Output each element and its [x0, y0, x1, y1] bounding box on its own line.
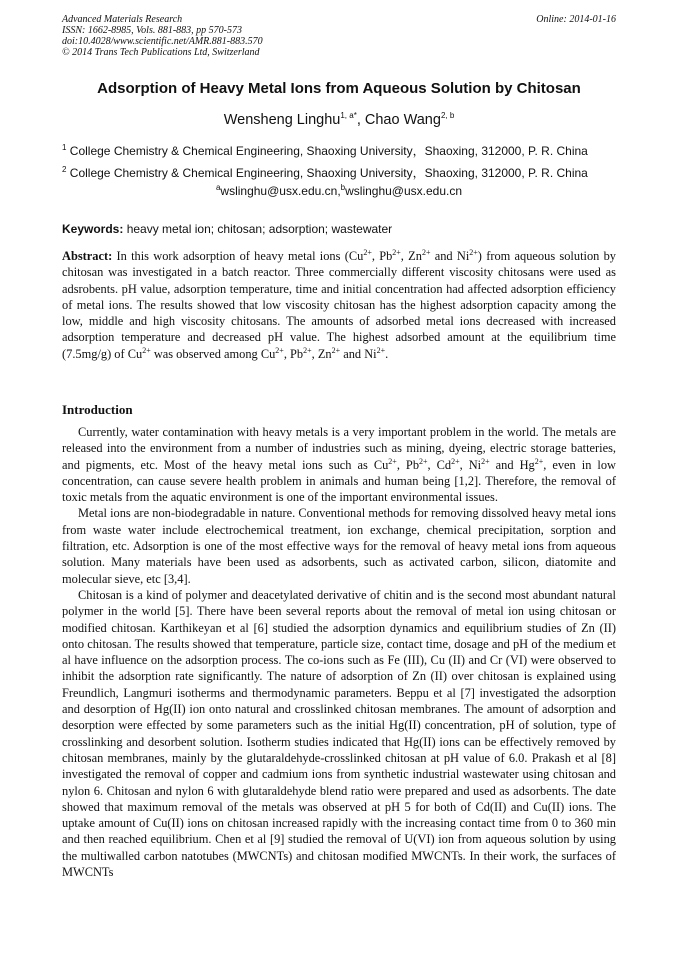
ion-charge: 2+: [481, 456, 490, 466]
doi-line: doi:10.4028/www.scientific.net/AMR.881-883.570: [62, 36, 263, 47]
ion-charge: 2+: [388, 456, 397, 466]
affiliation-1: [62, 142, 588, 159]
ion-charge: 2+: [303, 345, 312, 355]
ion-charge: 2+: [534, 456, 544, 466]
paper-title: Adsorption of Heavy Metal Ions from Aqueous Solution by Chitosan: [97, 80, 581, 97]
ion-charge: 2+: [363, 247, 372, 257]
author-name: Chao Wang: [364, 112, 441, 128]
abstract-label: Abstract:: [62, 249, 113, 263]
abstract-text: , Pb: [283, 346, 304, 361]
email-marker: a: [215, 183, 221, 192]
affiliation-text: College Chemistry & Chemical Engineering, Shaoxing University，Shaoxing, 312000, P. R. China: [66, 166, 588, 180]
paragraph: Metal ions are non-biodegradable in nature. Conventional methods for removing dissolved heavy metal ions from waste water include electrochemical treatment, ion exchange, chemical precipitation, sorption and filtration, etc. Adsorption is one of the most effective ways for the removal of heavy metal ions from aqueous solution. Many materials have been used as adsorbents, such as activated carbon, silicon, diatomite and molecular sieve, etc [3,4].: [62, 506, 616, 586]
abstract-text: and Ni: [430, 249, 470, 263]
abstract: [62, 248, 616, 362]
abstract-text: .: [385, 346, 389, 361]
issn-line: ISSN: 1662-8985, Vols. 881-883, pp 570-573: [62, 25, 242, 36]
abstract-text: , Zn: [311, 346, 332, 361]
author-superscript: 1, a*: [340, 111, 357, 121]
journal-name: Advanced Materials Research: [62, 14, 183, 25]
email-line: [40, 184, 638, 198]
author-line: [40, 112, 638, 128]
ion-charge: 2+: [392, 247, 401, 257]
online-date: Online: 2014-01-16: [536, 14, 616, 25]
author-superscript: 2, b: [440, 111, 455, 121]
paragraph-text: , Pb: [396, 457, 420, 472]
ion-charge: 2+: [451, 456, 460, 466]
keywords: [62, 222, 392, 236]
paragraph-text: , even in low concentration, can cause severe health problem in animals and human being [1,2]. Therefore, the removal of toxic metals from the aquatic environment is one of the important environmental issues.: [62, 457, 616, 505]
affiliation-number: 2: [62, 165, 67, 174]
keywords-text: heavy metal ion; chitosan; adsorption; wastewater: [123, 222, 393, 236]
ion-charge: 2+: [142, 345, 151, 355]
abstract-text: , Pb: [371, 249, 393, 263]
ion-charge: 2+: [419, 456, 428, 466]
ion-charge: 2+: [376, 345, 386, 355]
ion-charge: 2+: [469, 247, 478, 257]
running-header: [62, 14, 616, 58]
copyright-line: © 2014 Trans Tech Publications Ltd, Switzerland: [62, 47, 260, 58]
abstract-text: , Zn: [400, 249, 422, 263]
keywords-label: Keywords:: [62, 222, 124, 236]
section-heading-introduction: Introduction: [62, 402, 133, 417]
ion-charge: 2+: [331, 345, 341, 355]
abstract-text: ) from aqueous solution by chitosan was investigated in a batch reactor. Three commercially different viscosity chitosans were used as adsrobents. pH value, adsorption temperature, time and initial concentration had affected adsorption efficiency of metal ions. The results showed that low viscosity chitosan has the highest adsorption capacity among the low, middle and high viscosity chitosans. The amounts of adsorbed metal ions decreased with increased adsorption temperature and decreased pH value. The highest adsorbed amount at the equilibrium time (7.5mg/g) of Cu: [62, 249, 616, 361]
introduction-body: [62, 424, 616, 880]
paragraph: [62, 424, 616, 505]
paragraph: Chitosan is a kind of polymer and deacetylated derivative of chitin and is the second most abundant natural polymer in the world [5]. There have been several reports about the removal of metal ion using chitosan or modified chitosan. Karthikeyan et al [6] studied the adsorption dynamics and equilibrium studies of Zn (II) onto chitosan. The results showed that temperature, particle size, contact time, dosage and pH of the medium et al have influence on the adsorption process. The co-ions such as Fe (III), Cu (II) and Cr (VI) were observed to inhibit the adsorption rate significantly. The nature of adsorption of Zn (II) over chitosan is explained using Freundlich, Langmuri isotherms and thermodynamic parameters. Beppu et al [7] investigated the adsorption and desorption of Hg(II) ion onto natural and crosslinked chitosan membranes. The amount of adsorption and desorption were effected by some parameters such as the initial Hg(II) concentration, pH of solution, type of crosslinking and desorbent solution. Isotherm studies indicated that Hg(II) ions can be effectively removed by chitosan membranes, mainly by the glutaraldehyde-crosslinked chitosan at pH value of 6.0. Prakash et al [8] investigated the removal of copper and cadmium ions from synthetic industrial wastewater using chitosan and nylon 6. Chitosan and nylon 6 with glutaraldehyde blend ratio were prepared and used as adsorbents. The date showed that maximum removal of the metals was observed at pH 5 for both of Cd(II) and Cu(II) ions. The uptake amount of Cu(II) ions on chitosan increased rapidly with the increasing contact time from 0 to 360 min and then reached equilibrium. Chen et al [9] studied the removal of U(VI) ion from aqueous solution by using the multiwalled carbon natotubes (MWCNTs) and chitosan modified MWCNTs. In their work, the surfaces of MWCNTs: [62, 587, 616, 880]
paragraph-text: , Cd: [427, 457, 452, 472]
abstract-text: In this work adsorption of heavy metal ions (Cu: [112, 249, 364, 263]
email-address[interactable]: wslinghu@usx.edu.cn,: [220, 184, 341, 198]
author-separator: ,: [356, 112, 365, 128]
affiliation-number: 1: [62, 143, 67, 152]
author-name: Wensheng Linghu: [223, 112, 341, 128]
paragraph-text: Currently, water contamination with heavy metals is a very important problem in the world. The metals are released into the environment from a number of industries such as mining, dyeing, electric storage batteries, and pigments, etc. Most of the heavy metal ions such as Cu: [62, 425, 616, 472]
affiliation-text: College Chemistry & Chemical Engineering, Shaoxing University，Shaoxing, 312000, P. R. China: [66, 144, 588, 158]
paragraph-text: and Hg: [489, 457, 535, 472]
email-address[interactable]: wslinghu@usx.edu.cn: [345, 184, 463, 198]
affiliation-2: [62, 164, 588, 181]
ion-charge: 2+: [275, 345, 284, 355]
email-marker: b: [340, 183, 346, 192]
abstract-text: was observed among Cu: [150, 346, 276, 361]
paragraph-text: , Ni: [459, 457, 482, 472]
abstract-text: and Ni: [340, 346, 377, 361]
ion-charge: 2+: [421, 247, 431, 257]
